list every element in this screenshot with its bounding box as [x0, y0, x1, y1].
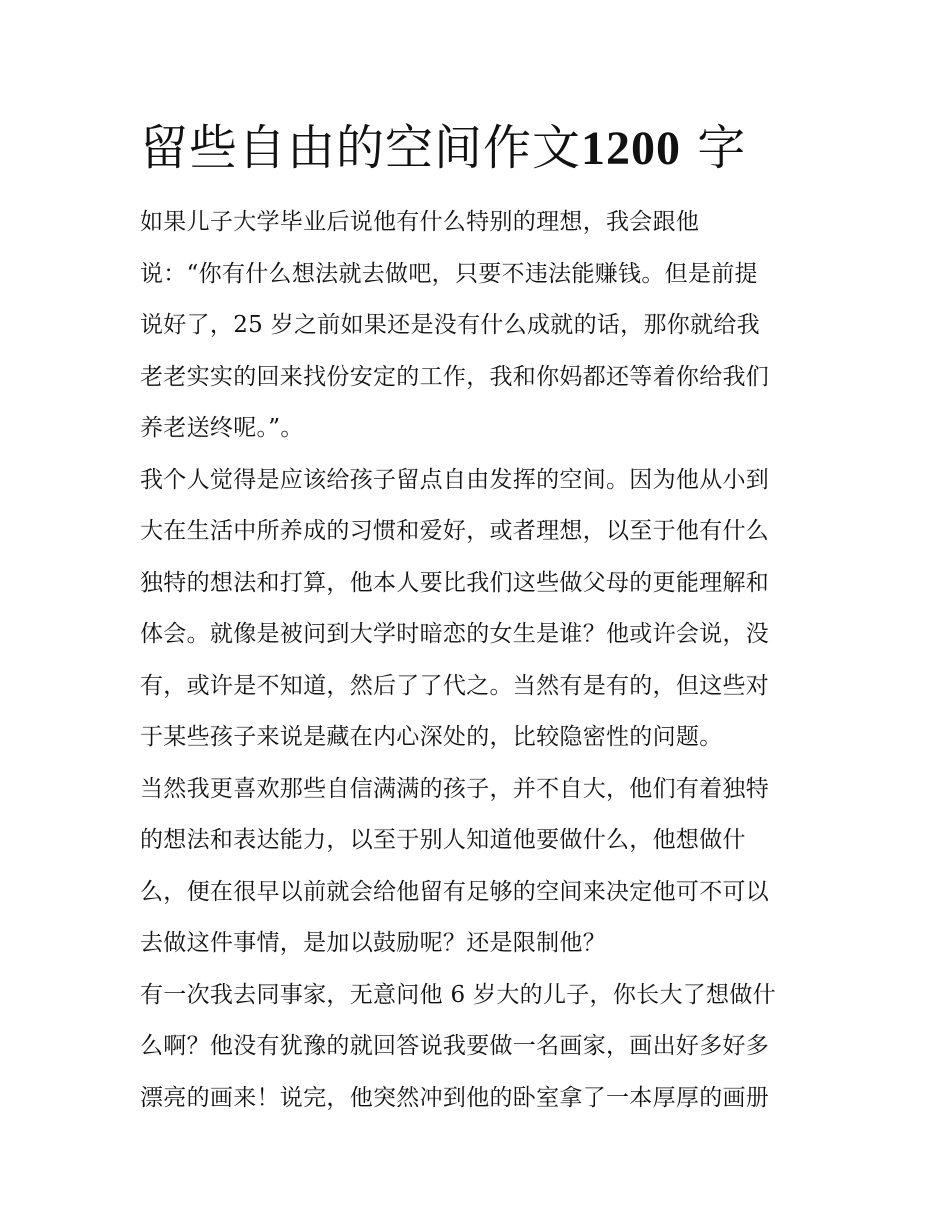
title-number: 1200: [581, 122, 682, 175]
text-line: 的想法和表达能力，以至于别人知道他要做什么，他想做什: [140, 827, 746, 853]
document-title: [140, 118, 840, 179]
text-line: 老老实实的回来找份安定的工作，我和你妈都还等着你给我们: [140, 363, 770, 390]
text-line: 么，便在很早以前就会给他留有足够的空间来决定他可不可以: [140, 878, 770, 905]
title-suffix: 字: [697, 120, 747, 176]
text-line: 体会。就像是被问到大学时暗恋的女生是谁？他或许会说，没: [140, 621, 770, 647]
text-line: 我个人觉得是应该给孩子留点自由发挥的空间。因为他从小到: [140, 466, 770, 493]
paragraph-3: [140, 764, 815, 970]
text-line: 养老送终呢。”。: [140, 415, 304, 441]
paragraph-1: [140, 197, 815, 455]
text-line: 有一次我去同事家，无意问他 6 岁大的儿子，你长大了想做什: [140, 981, 776, 1008]
text-line: 有，或许是不知道，然后了了代之。当然有是有的，但这些对: [140, 672, 770, 699]
text-line: 说：“你有什么想法就去做吧，只要不违法能赚钱。但是前提: [140, 260, 758, 287]
document-body: [140, 197, 815, 1124]
paragraph-2: [140, 455, 815, 764]
text-line: 独特的想法和打算，他本人要比我们这些做父母的更能理解和: [140, 569, 770, 596]
paragraph-4: [140, 970, 815, 1125]
title-text: 留些自由的空间作文: [140, 120, 582, 176]
text-line: 当然我更喜欢那些自信满满的孩子，并不自大，他们有着独特: [140, 775, 770, 802]
text-line: 如果儿子大学毕业后说他有什么特别的理想，我会跟他: [140, 209, 700, 235]
text-line: 去做这件事情，是加以鼓励呢？还是限制他？: [140, 930, 606, 956]
text-line: 于某些孩子来说是藏在内心深处的，比较隐密性的问题。: [140, 724, 723, 750]
text-line: 大在生活中所养成的习惯和爱好，或者理想，以至于他有什么: [140, 518, 770, 544]
text-line: 漂亮的画来！说完，他突然冲到他的卧室拿了一本厚厚的画册: [140, 1084, 770, 1111]
text-line: 么啊？他没有犹豫的就回答说我要做一名画家，画出好多好多: [140, 1033, 770, 1059]
text-line: 说好了，25 岁之前如果还是没有什么成就的话，那你就给我: [140, 312, 760, 338]
